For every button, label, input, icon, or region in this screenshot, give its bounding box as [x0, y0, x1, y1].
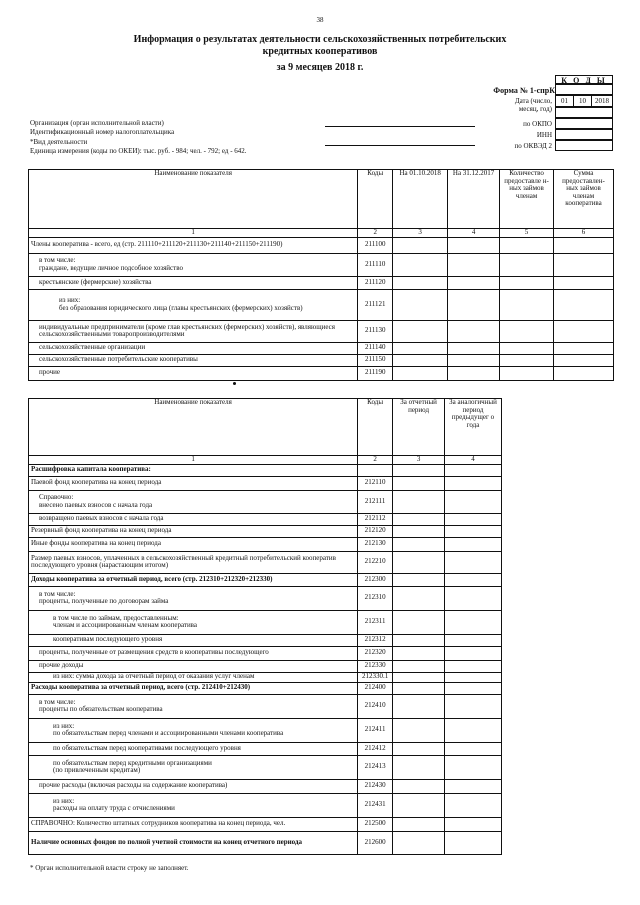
row-code: 212130 — [358, 537, 393, 551]
table-row — [29, 718, 502, 742]
row-code: 212410 — [358, 694, 393, 718]
row-code: 211110 — [358, 253, 393, 276]
title-line-3: за 9 месяцев 2018 г. — [276, 62, 364, 73]
row-code: 212400 — [358, 682, 393, 694]
table-row — [29, 354, 614, 366]
row-name: Расходы кооператива за отчетный период, всего (стр. 212410+212430) — [29, 682, 358, 694]
inn-label: ИНН — [536, 131, 552, 139]
units-label: Единица измерения (коды по ОКЕИ): тыс. руб. - 984; чел. - 792; ед - 642. — [30, 147, 247, 155]
row-name — [29, 490, 358, 513]
t1-num-5: 5 — [500, 229, 554, 238]
row-name — [29, 253, 358, 276]
row-sublabel: в том числе по займам, предоставленным: — [53, 613, 179, 622]
row-name: Иные фонды кооператива на конец периода — [29, 537, 358, 551]
form-code-box — [555, 84, 613, 95]
row-code: 212320 — [358, 646, 393, 660]
table-row — [29, 586, 502, 610]
t1-num-3: 3 — [393, 229, 448, 238]
inn-box — [555, 129, 613, 140]
row-label: граждане, ведущие личное подсобное хозяйство — [39, 263, 183, 272]
row-sublabel: из них: — [53, 721, 75, 730]
activity-label: *Вид деятельности — [30, 138, 88, 146]
t1-col-col6: Сумма предоставлен- ных займов членам кооператива — [554, 170, 614, 229]
row-name: Члены кооператива - всего, ед (стр. 211110+211120+211130+211140+211150+211190) — [29, 237, 358, 253]
section-title: Расшифровка капитала кооператива: — [29, 464, 358, 476]
table-row — [29, 682, 502, 694]
date-year: 2018 — [591, 95, 613, 107]
row-sublabel: из них: — [59, 296, 81, 304]
table-row — [29, 694, 502, 718]
t2-col-previous: За аналогичный период предыдущег о года — [445, 399, 502, 456]
okpo-box — [555, 118, 613, 129]
t2-col-name: Наименование показателя — [29, 399, 358, 456]
table-row — [29, 817, 502, 831]
date-label-line1: Дата (число, — [514, 97, 552, 105]
row-name: Резервный фонд кооператива на конец периода — [29, 525, 358, 537]
row-code: 212413 — [358, 755, 393, 779]
row-code: 212300 — [358, 573, 393, 586]
table-row — [29, 320, 614, 342]
row-sublabel: из них: — [53, 796, 75, 805]
row-code: 212330 — [358, 660, 393, 672]
row-code: 211100 — [358, 237, 393, 253]
row-name: СПРАВОЧНО: Количество штатных сотрудников кооператива на конец периода, чел. — [29, 817, 358, 831]
row-name: Размер паевых взносов, уплаченных в сельскохозяйственный кредитный потребительский кооператив последующего уровня (нарастающим итогом) — [29, 551, 358, 573]
date-label-line2: месяц, год) — [518, 105, 552, 113]
table2-number-row — [29, 456, 502, 465]
row-name: сельскохозяйственные потребительские кооперативы — [29, 354, 358, 366]
row-code: 212311 — [358, 610, 393, 634]
date-day: 01 — [555, 95, 574, 107]
row-name: прочие доходы — [29, 660, 358, 672]
row-code: 212330.1 — [358, 672, 393, 682]
row-name: возвращено паевых взносов с начала года — [29, 513, 358, 525]
table-row — [29, 660, 502, 672]
row-code: 212120 — [358, 525, 393, 537]
org-underline — [325, 126, 475, 127]
row-code: 211140 — [358, 342, 393, 354]
row-sublabel: в том числе: — [39, 697, 76, 706]
row-label: внесено паевых взносов с начала года — [39, 500, 153, 509]
row-name: прочие расходы (включая расходы на содержание кооператива) — [29, 779, 358, 793]
activity-underline — [325, 145, 475, 146]
okpo-label: по ОКПО — [523, 120, 552, 128]
finance-table — [28, 398, 502, 855]
row-name: Паевой фонд кооператива на конец периода — [29, 476, 358, 490]
form-number: Форма № 1-спрК — [493, 86, 555, 95]
table-row — [29, 237, 614, 253]
okved-box — [555, 140, 613, 151]
table-row — [29, 742, 502, 755]
section-row — [29, 464, 502, 476]
table-row — [29, 537, 502, 551]
table-row — [29, 672, 502, 682]
t1-col-code: Коды — [358, 170, 393, 229]
row-code: 211120 — [358, 276, 393, 289]
row-label: без образования юридического лица (главы крестьянских (фермерских) хозяйств) — [59, 303, 303, 312]
row-code: 212430 — [358, 779, 393, 793]
row-label: проценты, полученные по договорам займа — [39, 597, 169, 605]
row-name: проценты, полученные от размещения средств в кооперативы последующего — [29, 646, 358, 660]
table-row — [29, 525, 502, 537]
table-row — [29, 490, 502, 513]
row-label: расходы на оплату труда с отчислениями — [53, 804, 175, 812]
title-line-2: кредитных кооперативов — [262, 46, 378, 57]
stray-mark — [233, 382, 236, 385]
row-code: 212310 — [358, 586, 393, 610]
row-name: Доходы кооператива за отчетный период, всего (стр. 212310+212320+212330) — [29, 573, 358, 586]
t2-num-3: 3 — [393, 456, 445, 465]
row-code: 212411 — [358, 718, 393, 742]
table-row — [29, 831, 502, 854]
t1-col-col4: На 31.12.2017 — [448, 170, 500, 229]
row-code: 212412 — [358, 742, 393, 755]
table-row — [29, 646, 502, 660]
table-row — [29, 366, 614, 380]
row-code: 212210 — [358, 551, 393, 573]
row-name: по обязательствам перед кооперативами последующего уровня — [29, 742, 358, 755]
row-code: 212112 — [358, 513, 393, 525]
table1-header-row — [29, 170, 614, 229]
t2-col-code: Коды — [358, 399, 393, 456]
row-name: сельскохозяйственные организации — [29, 342, 358, 354]
row-code: 211190 — [358, 366, 393, 380]
table-row — [29, 289, 614, 320]
row-code: 212111 — [358, 490, 393, 513]
page-number: 38 — [316, 16, 324, 24]
table-row — [29, 755, 502, 779]
row-name: индивидуальные предприниматели (кроме глав крестьянских (фермерских) хозяйств), являющиеся сельскохозяйственными товаропроизводителями — [29, 320, 358, 342]
date-month: 10 — [573, 95, 592, 107]
date-label — [480, 97, 552, 113]
date-extra-box — [555, 107, 613, 118]
t1-col-col3: На 01.10.2018 — [393, 170, 448, 229]
row-name — [29, 755, 358, 779]
table-row — [29, 253, 614, 276]
row-name — [29, 718, 358, 742]
table-row — [29, 513, 502, 525]
table-row — [29, 634, 502, 646]
row-sublabel: в том числе: — [39, 256, 76, 264]
t1-col-name: Наименование показателя — [29, 170, 358, 229]
table-row — [29, 342, 614, 354]
table-row — [29, 610, 502, 634]
table-row — [29, 779, 502, 793]
row-code: 211130 — [358, 320, 393, 342]
row-label: (по привлеченным кредитам) — [53, 766, 141, 774]
t1-col-col5: Количество предоставле н- ных займов членам — [500, 170, 554, 229]
row-label: по обязательствам перед членами и ассоциированными членами кооператива — [53, 729, 284, 737]
table-row — [29, 476, 502, 490]
row-name: кооперативам последующего уровня — [29, 634, 358, 646]
row-name: из них: сумма дохода за отчетный период от оказания услуг членам — [29, 672, 358, 682]
t2-col-current: За отчетный период — [393, 399, 445, 456]
row-name — [29, 586, 358, 610]
footnote: * Орган исполнительной власти строку не заполняет. — [30, 864, 189, 872]
row-code: 212110 — [358, 476, 393, 490]
table-row — [29, 551, 502, 573]
t1-num-2: 2 — [358, 229, 393, 238]
inn-org-label: Идентификационный номер налогоплательщика — [30, 128, 175, 136]
t2-num-1: 1 — [29, 456, 358, 465]
table-row — [29, 276, 614, 289]
row-name — [29, 289, 358, 320]
row-name — [29, 610, 358, 634]
row-name: крестьянские (фермерские) хозяйства — [29, 276, 358, 289]
row-name: прочие — [29, 366, 358, 380]
document-title — [100, 34, 540, 74]
row-code: 212500 — [358, 817, 393, 831]
row-name: Наличие основных фондов по полной учетной стоимости на конец отчетного периода — [29, 831, 358, 854]
row-label: проценты по обязательствам кооператива — [39, 705, 163, 713]
t1-num-4: 4 — [448, 229, 500, 238]
table1-number-row — [29, 229, 614, 238]
row-code: 211121 — [358, 289, 393, 320]
t2-num-2: 2 — [358, 456, 393, 465]
members-table — [28, 169, 614, 381]
table-row — [29, 793, 502, 817]
table-row — [29, 573, 502, 586]
row-code: 211150 — [358, 354, 393, 366]
row-name — [29, 694, 358, 718]
row-name — [29, 793, 358, 817]
t1-num-1: 1 — [29, 229, 358, 238]
row-sublabel: в том числе: — [39, 589, 76, 598]
title-line-1: Информация о результатах деятельности сельскохозяйственных потребительских — [133, 34, 507, 45]
row-sublabel: по обязательствам перед кредитными организациями — [53, 758, 212, 767]
org-label: Организация (орган исполнительной власти) — [30, 119, 164, 127]
row-label: членам и ассоциированным членам кооператива — [53, 621, 198, 629]
row-sublabel: Справочно: — [39, 493, 74, 501]
row-code: 212600 — [358, 831, 393, 854]
okved-label: по ОКВЭД 2 — [514, 142, 552, 150]
t2-num-4: 4 — [445, 456, 502, 465]
table2-header-row — [29, 399, 502, 456]
row-code: 212312 — [358, 634, 393, 646]
row-code: 212431 — [358, 793, 393, 817]
t1-num-6: 6 — [554, 229, 614, 238]
codes-header: К О Д Ы — [555, 75, 613, 84]
